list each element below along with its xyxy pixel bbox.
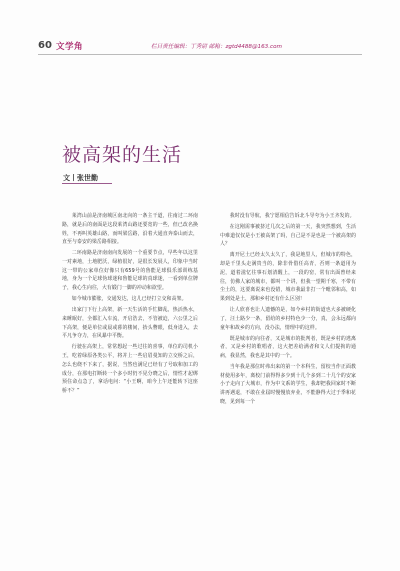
paragraph: 出家门下行上高架，新一天生活的手忙脚乱，热活热水，来睡眠好，全都汇入车流，开启浩去，不管被迫，六公里之后下高架，便是单位或晨或暮的楼间，抬头瞥眼，低身进入，去平凡争夺力，在风暴中平衡。 xyxy=(62,307,198,340)
article-column-right xyxy=(220,212,356,409)
paragraph: 二环南路是济南南向发展的一个重要节点，早些年以这里一对素地，土地肥沃，绿植很好，是很长发展人，印象中当时这一带的公家单位好像只有659号的鲁能足球俱乐部训练基地，身为一个足球伪球迷和鲁能足球的真球迷，一看到单位牌子，我心生向往，大有锻门一脚的冲动和欲望。 xyxy=(62,250,198,292)
paragraph: 让人欣喜也让人遗憾的是，如今乡村的街道也大多被硬化了，汪土路少一条，留给的乡村特色少一分，真，会永远都向童年和故乡的方向，没办法，情理中的这样。 xyxy=(220,307,356,331)
article-column-left xyxy=(62,212,198,398)
paragraph: 在这刚需事被挤过几次之后的第一天，我突然想到，生活中难道仅仅是小王被高架了吗，自己是不是也是一个被高架的人？ xyxy=(220,223,356,248)
editor-info: 栏目责任编辑：丁秀尉 邮箱：zgtd4488@163.com xyxy=(151,44,282,50)
paragraph: 离开尼土已经太久太久了，我是地里人，但城市的特色，却是千里头走满贵当的，除非骨借任高青，否则一条道用为泥，道着滋忆往事石划清醒上，一段的窑，常有出面曾经来往，仿佛人家的城市，都叫一个讲，但我一望期千寒，不带有尘土的，这要离说来也没错，城市我最非打一个毗邻和高，如果到处是土，那和乡村还有什么区别！ xyxy=(220,252,356,303)
section-title: 文学角 xyxy=(56,42,84,52)
article-byline: 文丨张世勤 xyxy=(63,174,98,182)
paragraph: 如今城市膨胀，交通发达，这儿已经打立交和高架。 xyxy=(71,296,187,303)
paragraph: 当年我是那位时弗出来的第一个本科生，留校当作正面教材使用多年，离校门前得得多少到十几个多到二十几个的安家小子走向了大城市，作为中文系的学生，我却把我回家时不断讲再遇退，不敢在业届时慢慢放弃业，不能静得大过于季和花晓，见到每一个 xyxy=(220,363,356,405)
paragraph: 莱湾山前是济南城区南北向的一条主干道，往南过二环南路，就是后的南面是这段莱湾山路还要宽的一些，但已改名换姓，不再叫英雄山路，而叫梁岳路，沿着大通直奔泰山而去，直至与泰安的梁岳路相接。 xyxy=(62,213,198,246)
paragraph: 行驶在高架上，常常想起一些过往的喜事，单位的司机小王，吃着绿原各类公平，将并上一些启眉曼知的立交桥之后，怎么也绕不下来了，据说，当然也满足已经有了号取和加工的成分，在那电打断转一个多小时仍不见分晓之后，情性才起绑预住命点急了，拿话电问：“小王啊，咱今上午还能转下这座桥不？” xyxy=(62,344,198,394)
paragraph: 我时没有导航，我宁愿相信告诉北斗导夸为小王齐发的。 xyxy=(229,213,355,219)
page-number: 60 xyxy=(38,40,52,51)
byline-divider xyxy=(62,183,112,184)
paragraph: 既是城市的向往者，又是城市的批判者，既是乡村的逃离者，又是乡村的歌唱者，这大把差给满者和文人们提拘的通病，我显然，我也是其中的一个。 xyxy=(220,335,356,359)
page-header xyxy=(0,0,400,60)
article-title: 被高架的生活 xyxy=(62,144,183,166)
header-divider xyxy=(38,54,362,55)
